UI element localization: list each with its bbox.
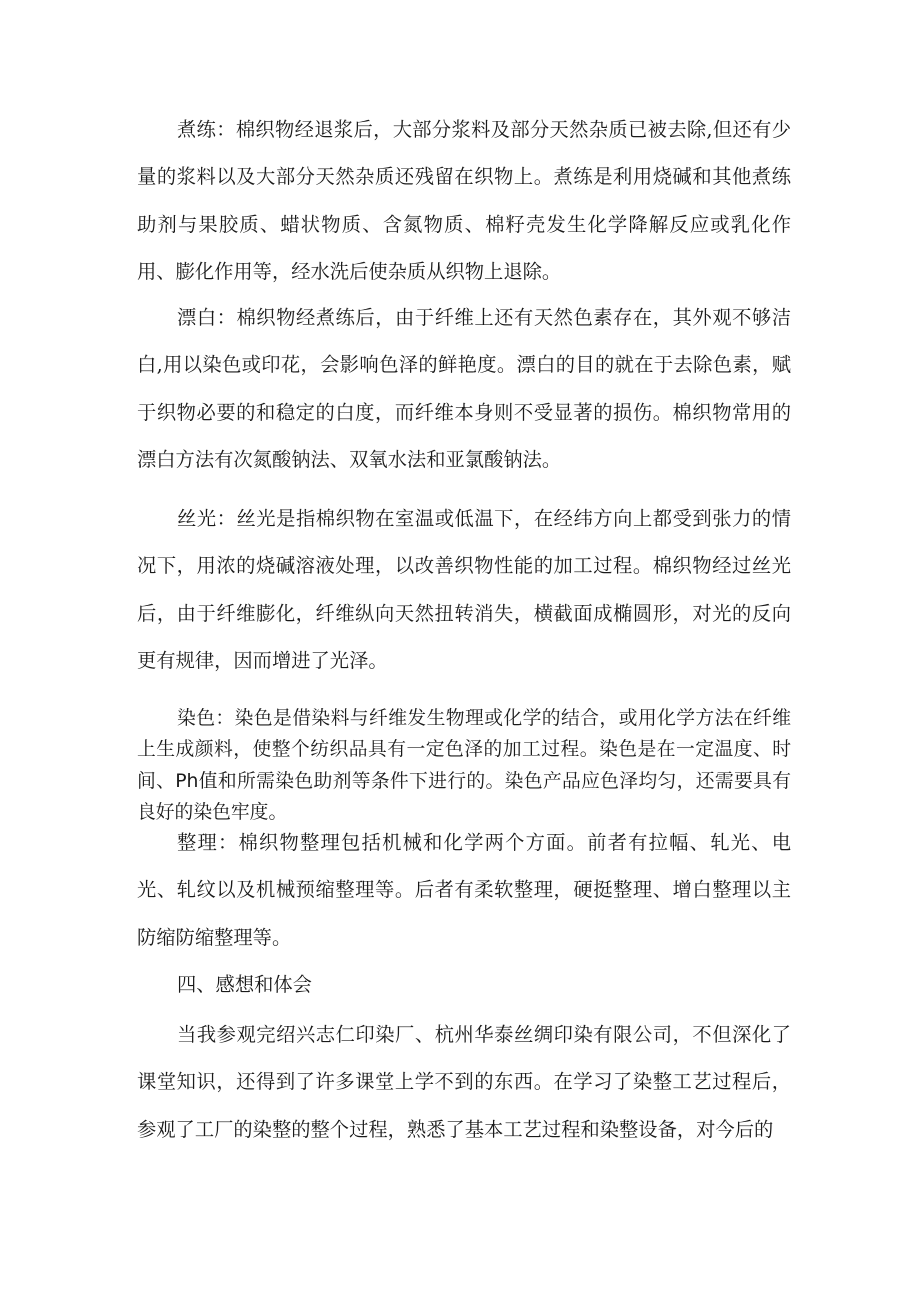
paragraph-mercerizing: 丝光：丝光是指棉织物在室温或低温下，在经纬方向上都受到张力的情况下，用浓的烧碱溶液处理，以改善织物性能的加工过程。棉织物经过丝光后，由于纤维膨化，纤维纵向天然扭转消失，横截面成椭圆形，对光的反向更有规律，因而增进了光泽。 <box>137 507 791 672</box>
paragraph-bleaching: 漂白：棉织物经煮练后，由于纤维上还有天然色素存在，其外观不够洁白,用以染色或印花，会影响色泽的鲜艳度。漂白的目的就在于去除色素，赋于织物必要的和稳定的白度，而纤维本身则不受显著的损伤。棉织物常用的漂白方法有次氮酸钠法、双氧水法和亚氯酸钠法。 <box>137 306 791 471</box>
paragraph-reflection: 当我参观完绍兴志仁印染厂、杭州华泰丝绸印染有限公司，不但深化了课堂知识，还得到了许多课堂上学不到的东西。在学习了染整工艺过程后，参观了工厂的染整的整个过程，熟悉了基本工艺过程和染整设备，对今后的 <box>137 1023 791 1141</box>
paragraph-dyeing: 染色：染色是借染料与纤维发生物理或化学的结合，或用化学方法在纤维上生成颜料，使整个纺织品具有一定色泽的加工过程。染色是在一定温度、时间、Ph值和所需染色助剂等条件下进行的。染色产品应色泽均匀，还需要具有良好的染色牢度。 <box>137 708 791 823</box>
paragraph-finishing: 整理：棉织物整理包括机械和化学两个方面。前者有拉幅、轧光、电光、轧纹以及机械预缩整理等。后者有柔软整理，硬挺整理、增白整理以主防缩防缩整理等。 <box>137 831 791 949</box>
section-heading: 四、感想和体会 <box>177 973 312 996</box>
paragraph-scouring: 煮练：棉织物经退浆后，大部分浆料及部分天然杂质已被去除,但还有少量的浆料以及大部分天然杂质还残留在织物上。煮练是利用烧碱和其他煮练助剂与果胶质、蜡状物质、含氮物质、棉籽壳发生化学降解反应或乳化作用、膨化作用等，经水洗后使杂质从织物上退除。 <box>137 118 791 283</box>
